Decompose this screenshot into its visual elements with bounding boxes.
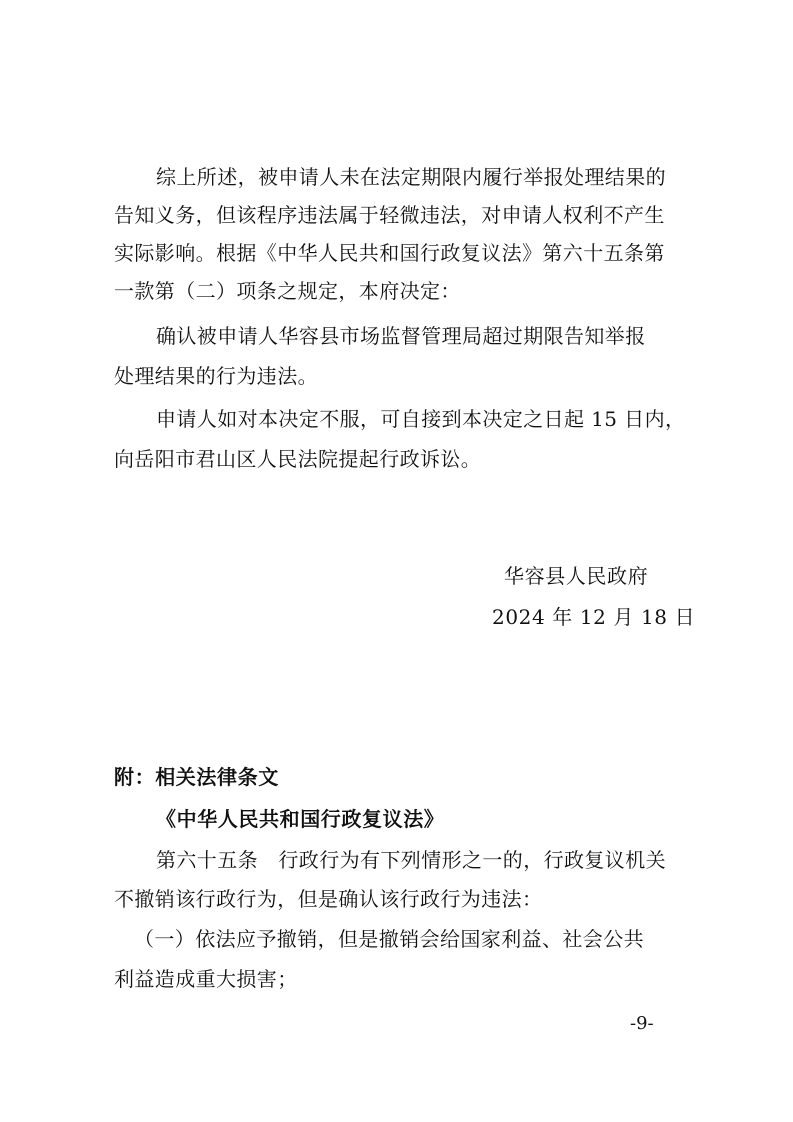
- article-item1-line1: （一）依法应予撤销，但是撤销会给国家利益、社会公共: [134, 927, 644, 951]
- law-title: 《中华人民共和国行政复议法》: [156, 807, 445, 831]
- issue-date: 2024 年 12 月 18 日: [492, 605, 696, 629]
- issuing-authority: 华容县人民政府: [504, 564, 649, 588]
- decision-para2-line1: 确认被申请人华容县市场监督管理局超过期限告知举报: [156, 324, 646, 348]
- decision-para1-line3: 实际影响。根据《中华人民共和国行政复议法》第六十五条第: [114, 241, 665, 265]
- appendix-heading: 附：相关法律条文: [114, 765, 279, 789]
- page-number: -9-: [630, 1013, 654, 1034]
- article-item1-line2: 利益造成重大损害；: [114, 967, 298, 991]
- decision-para3-line2: 向岳阳市君山区人民法院提起行政诉讼。: [114, 447, 482, 471]
- article-line2: 不撤销该行政行为，但是确认该行政行为违法：: [114, 887, 543, 911]
- decision-para3-line1: 申请人如对本决定不服，可自接到本决定之日起 15 日内，: [156, 407, 686, 431]
- article-line1: 第六十五条 行政行为有下列情形之一的，行政复议机关: [156, 848, 666, 872]
- decision-para1-line2: 告知义务，但该程序违法属于轻微违法，对申请人权利不产生: [114, 203, 665, 227]
- decision-para1-line1: 综上所述，被申请人未在法定期限内履行举报处理结果的: [156, 165, 666, 189]
- decision-para2-line2: 处理结果的行为违法。: [114, 364, 318, 388]
- decision-para1-line4: 一款第（二）项条之规定，本府决定：: [114, 279, 461, 303]
